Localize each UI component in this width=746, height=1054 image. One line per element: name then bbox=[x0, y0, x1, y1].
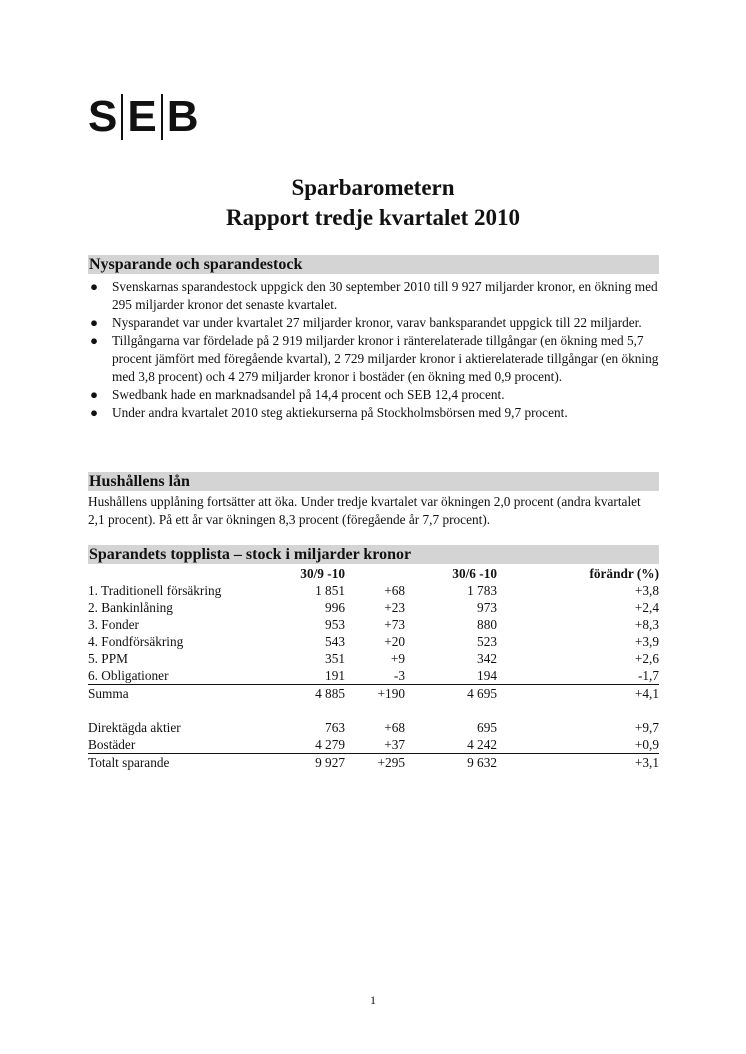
savings-table bbox=[88, 565, 659, 771]
row-label: 1. Traditionell försäkring bbox=[88, 583, 222, 598]
column-header: 30/6 -10 bbox=[452, 566, 497, 581]
logo-divider bbox=[161, 94, 163, 140]
cell-value: 523 bbox=[477, 634, 497, 649]
cell-percent: +3,1 bbox=[497, 754, 659, 772]
cell-change: +37 bbox=[384, 737, 405, 752]
section-heading-hushallens-lan: Hushållens lån bbox=[88, 472, 659, 491]
cell-value: 342 bbox=[477, 651, 497, 666]
column-header: förändr (%) bbox=[589, 566, 659, 581]
cell-value: 695 bbox=[477, 720, 497, 735]
cell-percent: +3,8 bbox=[634, 583, 659, 598]
cell-value: 973 bbox=[477, 600, 497, 615]
bullet-text: Under andra kvartalet 2010 steg aktiekurserna på Stockholmsbörsen med 9,7 procent. bbox=[112, 405, 568, 420]
cell-value: 4 885 bbox=[258, 685, 345, 703]
cell-percent: -1,7 bbox=[637, 668, 659, 683]
table-row bbox=[88, 633, 659, 650]
row-label: 4. Fondförsäkring bbox=[88, 634, 184, 649]
summa-row bbox=[88, 685, 659, 703]
bullet-text: Nysparandet var under kvartalet 27 miljarder kronor, varav banksparandet uppgick till 22 miljarder. bbox=[112, 315, 642, 330]
table-row bbox=[88, 650, 659, 667]
cell-value: 1 783 bbox=[467, 583, 497, 598]
cell-value: 1 851 bbox=[315, 583, 345, 598]
bullet-icon: ● bbox=[90, 279, 99, 294]
cell-change: +73 bbox=[384, 617, 405, 632]
cell-percent: +2,4 bbox=[634, 600, 659, 615]
table-row bbox=[88, 616, 659, 633]
bullet-list bbox=[88, 278, 660, 422]
table-row bbox=[88, 736, 659, 754]
cell-value: 996 bbox=[325, 600, 345, 615]
column-header bbox=[88, 565, 258, 582]
bullet-item bbox=[88, 314, 660, 332]
cell-value: 543 bbox=[325, 634, 345, 649]
row-label: Direktägda aktier bbox=[88, 720, 181, 735]
cell-value: 9 632 bbox=[405, 754, 497, 772]
cell-value: 191 bbox=[325, 668, 345, 683]
bullet-item bbox=[88, 278, 660, 314]
cell-change: -3 bbox=[393, 668, 405, 683]
cell-value: 351 bbox=[325, 651, 345, 666]
table-row bbox=[88, 582, 659, 599]
table-row bbox=[88, 599, 659, 616]
bullet-item bbox=[88, 386, 660, 404]
bullet-item bbox=[88, 404, 660, 422]
row-label: Summa bbox=[88, 685, 258, 703]
table-row bbox=[88, 667, 659, 685]
cell-value: 4 279 bbox=[315, 737, 345, 752]
cell-value: 9 927 bbox=[258, 754, 345, 772]
bullet-icon: ● bbox=[90, 333, 99, 348]
cell-value: 4 242 bbox=[467, 737, 497, 752]
bullet-icon: ● bbox=[90, 315, 99, 330]
cell-value: 194 bbox=[477, 668, 497, 683]
cell-change: +68 bbox=[384, 583, 405, 598]
cell-percent: +2,6 bbox=[634, 651, 659, 666]
cell-value: 953 bbox=[325, 617, 345, 632]
table-spacer bbox=[88, 702, 659, 719]
column-header: 30/9 -10 bbox=[300, 566, 345, 581]
seb-logo bbox=[88, 94, 199, 140]
cell-change: +9 bbox=[390, 651, 405, 666]
cell-change: +68 bbox=[384, 720, 405, 735]
cell-percent: +3,9 bbox=[634, 634, 659, 649]
cell-percent: +4,1 bbox=[497, 685, 659, 703]
document-subtitle: Rapport tredje kvartalet 2010 bbox=[225, 205, 521, 230]
cell-percent: +9,7 bbox=[634, 720, 659, 735]
bullet-icon: ● bbox=[90, 405, 99, 420]
cell-percent: +8,3 bbox=[634, 617, 659, 632]
cell-percent: +0,9 bbox=[634, 737, 659, 752]
bullet-text: Svenskarnas sparandestock uppgick den 30 september 2010 till 9 927 miljarder kronor, en ökning med 295 miljarder kronor det senaste kvartalet. bbox=[112, 279, 658, 312]
page-number: 1 bbox=[370, 993, 376, 1007]
logo-letter-b: B bbox=[166, 92, 199, 141]
row-label: Bostäder bbox=[88, 737, 136, 752]
section-heading-topplista: Sparandets topplista – stock i miljarder kronor bbox=[88, 545, 659, 564]
bullet-item bbox=[88, 332, 660, 386]
document-title: Sparbarometern bbox=[291, 175, 455, 200]
bullet-text: Tillgångarna var fördelade på 2 919 miljarder kronor i ränterelaterade tillgångar (en ökning med 5,7 procent jämfört med föregående kvartal), 2 729 miljarder kronor i aktierelaterade tillgångar (en ökning med 3,8 procent) och 4 279 miljarder kronor i bostäder (en ökning med 0,9 procent). bbox=[112, 333, 659, 384]
row-label: Totalt sparande bbox=[88, 754, 258, 772]
table-header-row bbox=[88, 565, 659, 582]
cell-change: +295 bbox=[345, 754, 405, 772]
cell-change: +23 bbox=[384, 600, 405, 615]
column-header bbox=[345, 565, 405, 582]
section-heading-nysparande: Nysparande och sparandestock bbox=[88, 255, 659, 274]
cell-value: 763 bbox=[325, 720, 345, 735]
row-label: 3. Fonder bbox=[88, 617, 139, 632]
bullet-icon: ● bbox=[90, 387, 99, 402]
cell-value: 880 bbox=[477, 617, 497, 632]
bullet-text: Swedbank hade en marknadsandel på 14,4 procent och SEB 12,4 procent. bbox=[112, 387, 505, 402]
logo-divider bbox=[121, 94, 123, 140]
logo-letter-e: E bbox=[127, 92, 157, 141]
loan-paragraph: Hushållens upplåning fortsätter att öka. Under tredje kvartalet var ökningen 2,0 procent (andra kvartalet 2,1 procent). På ett år var ökningen 8,3 procent (föregående år 7,7 procent). bbox=[88, 494, 641, 527]
cell-change: +190 bbox=[345, 685, 405, 703]
cell-change: +20 bbox=[384, 634, 405, 649]
cell-value: 4 695 bbox=[405, 685, 497, 703]
row-label: 5. PPM bbox=[88, 651, 128, 666]
row-label: 6. Obligationer bbox=[88, 668, 169, 683]
row-label: 2. Bankinlåning bbox=[88, 600, 173, 615]
total-row bbox=[88, 754, 659, 772]
table-row bbox=[88, 719, 659, 736]
logo-letter-s: S bbox=[88, 92, 118, 141]
